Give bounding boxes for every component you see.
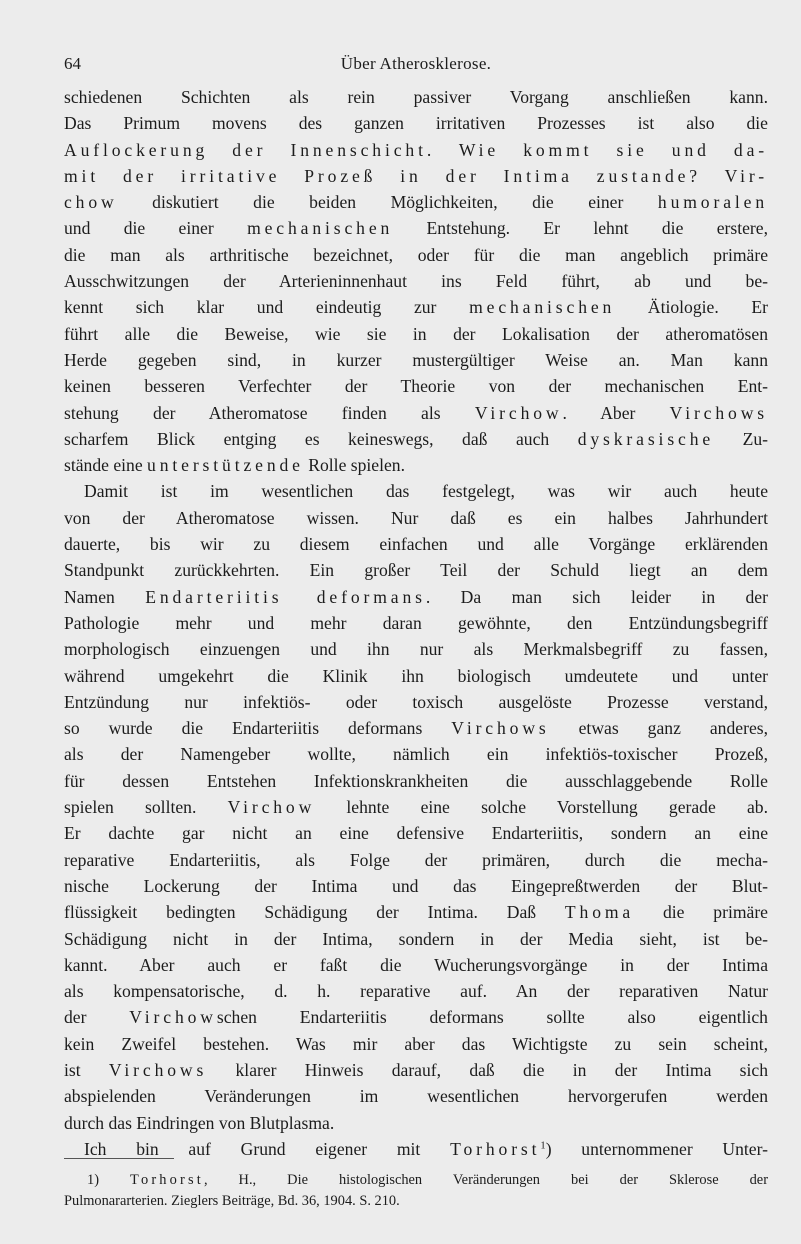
author-name: chow xyxy=(64,192,118,213)
footnote-marker: 1) xyxy=(87,1172,99,1188)
footnote-ref: 1 xyxy=(540,1140,546,1152)
footnote-rule xyxy=(64,1158,174,1159)
body-text xyxy=(64,84,768,1162)
text-line: spielen sollten. Virchow lehnte eine solche Vorstellung gerade ab. xyxy=(64,797,768,818)
text-line: Namen Endarteriitis deformans. Da man sich leider in der xyxy=(64,586,768,607)
text-line: Schädigung nicht in der Intima, sondern in der Media sieht, ist be- xyxy=(64,928,768,949)
text-line: ist Virchows klarer Hinweis darauf, daß die in der Intima sich xyxy=(64,1059,768,1080)
author-name: Virchows xyxy=(451,718,550,739)
author-name: Torhorst xyxy=(450,1138,541,1159)
text-line: durch das Eindringen von Blutplasma. xyxy=(64,1112,335,1133)
text-line: flüssigkeit bedingten Schädigung der Intima. Daß Thoma die primäre xyxy=(64,902,768,923)
author-name: Thoma xyxy=(564,902,635,923)
text-line: von der Atheromatose wissen. Nur daß es ein halbes Jahrhundert xyxy=(64,507,768,528)
text-line: der Virchowschen Endarteriitis deformans sollte also eigentlich xyxy=(64,1007,768,1028)
text-line: dauerte, bis wir zu diesem einfachen und alle Vorgänge erklärenden xyxy=(64,534,768,555)
text-line-spaced: mit der irritative Prozeß in der Intima zustande? Vir- xyxy=(64,165,768,186)
emphasis: mechanischen xyxy=(247,218,394,239)
text-line: und die einer mechanischen Entstehung. Er lehnt die erstere, xyxy=(64,218,768,239)
author-name: Virchow xyxy=(227,797,316,818)
text-line: kannt. Aber auch er faßt die Wucherungsvorgänge in der Intima xyxy=(64,954,768,975)
text-line: während umgekehrt die Klinik ihn biologisch umdeutete und unter xyxy=(64,665,768,686)
text-line: die man als arthritische bezeichnet, oder für die man angeblich primäre xyxy=(64,244,768,265)
emphasis: humoralen xyxy=(657,192,768,213)
text-line: schiedenen Schichten als rein passiver Vorgang anschließen kann. xyxy=(64,87,768,107)
emphasis: mechanischen xyxy=(469,297,616,318)
author-name: Virchow xyxy=(474,402,563,423)
text-line: nische Lockerung der Intima und das Eingepreßtwerden der Blut- xyxy=(64,875,768,896)
running-title: Über Atherosklerose. xyxy=(340,54,492,73)
text-line: Ich bin auf Grund eigener mit Torhorst$^1$) unternommener Unter- xyxy=(84,1138,768,1159)
footnote xyxy=(64,1170,768,1212)
text-line: kein Zweifel bestehen. Was mir aber das Wichtigste zu sein scheint, xyxy=(64,1033,768,1054)
text-line: Standpunkt zurückkehrten. Ein großer Teil der Schuld liegt an dem xyxy=(64,560,768,581)
text-line: abspielenden Veränderungen im wesentlichen hervorgerufen werden xyxy=(64,1086,768,1107)
text-line: reparative Endarteriitis, als Folge der primären, durch die mecha- xyxy=(64,849,768,870)
author-name: Virchow xyxy=(129,1007,217,1028)
text-line: als der Namengeber wollte, nämlich ein infektiös-toxischer Prozeß, xyxy=(64,744,768,765)
text-line: Das Primum movens des ganzen irritativen Prozesses ist also die xyxy=(64,113,768,134)
page-number: 64 xyxy=(64,54,81,73)
text-line: chow diskutiert die beiden Möglichkeiten, die einer humoralen xyxy=(64,192,768,213)
text-line-spaced: Auflockerung der Innenschicht. Wie kommt sie und da- xyxy=(64,139,768,160)
text-line: Damit ist im wesentlichen das festgelegt, was wir auch heute xyxy=(84,481,768,502)
text-line: Er dachte gar nicht an eine defensive Endarteriitis, sondern an eine xyxy=(64,823,768,844)
text-line: keinen besseren Verfechter der Theorie von der mechanischen Ent- xyxy=(64,376,768,397)
text-line: als kompensatorische, d. h. reparative auf. An der reparativen Natur xyxy=(64,981,768,1002)
text-line: stände eine unterstützende Rolle spielen. xyxy=(64,455,406,476)
page-header xyxy=(64,54,768,78)
footnote-line: 1) Torhorst, H., Die histologischen Veränderungen bei der Sklerose der xyxy=(87,1172,768,1188)
text-line: führt alle die Beweise, wie sie in der Lokalisation der atheromatösen xyxy=(64,323,768,344)
footnote-line: Pulmonararterien. Zieglers Beiträge, Bd. 36, 1904. S. 210. xyxy=(64,1193,400,1209)
author-name: Virchows xyxy=(669,402,768,423)
text-line: für dessen Entstehen Infektionskrankheiten die ausschlaggebende Rolle xyxy=(64,770,768,791)
text-line: kennt sich klar und eindeutig zur mechanischen Ätiologie. Er xyxy=(64,297,769,318)
text-line: Pathologie mehr und mehr daran gewöhnte, den Entzündungsbegriff xyxy=(64,612,768,633)
emphasis: unterstützende xyxy=(147,455,304,476)
text-line: scharfem Blick entging es keineswegs, daß auch dyskrasische Zu- xyxy=(64,428,768,449)
text-line: so wurde die Endarteriitis deformans Virchows etwas ganz anderes, xyxy=(64,718,768,739)
text-line: stehung der Atheromatose finden als Virchow. Aber Virchows xyxy=(64,402,768,423)
emphasis: dyskrasische xyxy=(577,428,715,449)
text-line: Herde gegeben sind, in kurzer mustergültiger Weise an. Man kann xyxy=(64,349,768,370)
author-name: Virchows xyxy=(108,1059,208,1080)
text-line: Entzündung nur infektiös- oder toxisch ausgelöste Prozesse verstand, xyxy=(64,691,768,712)
footnote-author: Torhorst xyxy=(130,1172,204,1188)
text-line: Ausschwitzungen der Arterieninnenhaut ins Feld führt, ab und be- xyxy=(64,271,768,292)
text-line: morphologisch einzuengen und ihn nur als Merkmalsbegriff zu fassen, xyxy=(64,639,768,660)
emphasis: Endarteriitis deformans xyxy=(145,586,426,607)
